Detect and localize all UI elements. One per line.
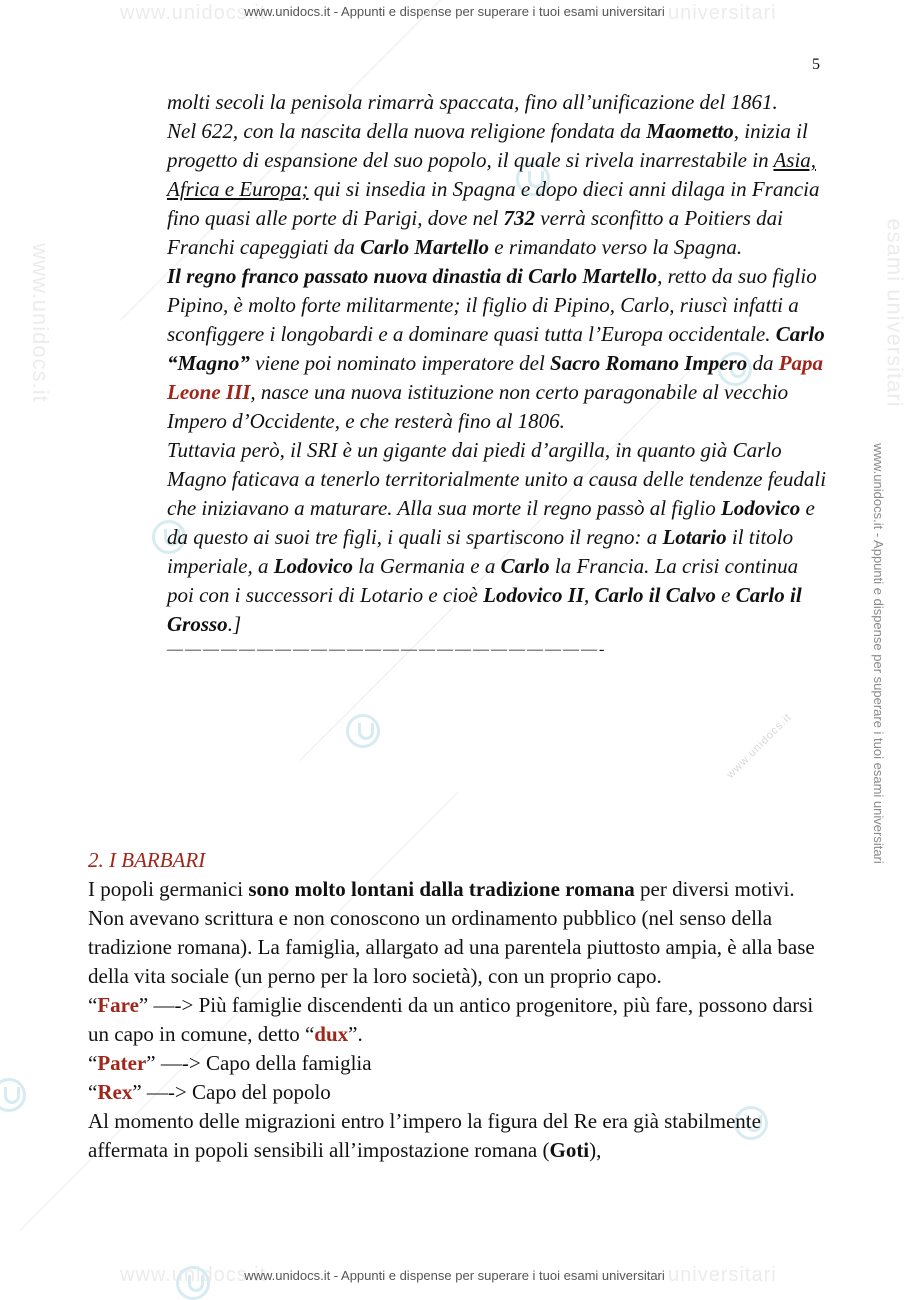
highlighted-term: Fare — [97, 993, 139, 1017]
text-run: Nel 622, con la nascita della nuova religione fondata da — [167, 119, 647, 143]
text-run: , — [584, 583, 595, 607]
text-run: “ — [88, 1051, 98, 1075]
bold-term: Carlo il Grosso — [167, 583, 802, 636]
text-run: e da questo ai suoi tre figli, i quali si spartiscono il regno: a — [167, 496, 815, 549]
bold-term: Sacro Romano Impero — [550, 351, 748, 375]
paragraph — [167, 436, 827, 639]
highlighted-term: Rex — [97, 1080, 133, 1104]
text-run: e — [715, 583, 736, 607]
paragraph — [88, 1078, 828, 1107]
watermark-faint-right-side: esami universitari — [882, 218, 908, 408]
watermark-right-side: www.unidocs.it - Appunti e dispense per superare i tuoi esami universitari — [870, 443, 886, 864]
text-run: da — [747, 351, 779, 375]
paragraph — [167, 262, 827, 436]
watermark-faint-left-side: www.unidocs.it — [27, 243, 53, 403]
text-run: il titolo imperiale, a — [167, 525, 794, 578]
text-run: la Germania e a — [353, 554, 501, 578]
text-run: ), — [589, 1138, 602, 1162]
italic-text-block — [167, 88, 827, 661]
text-run: la Francia. La crisi continua poi con i successori di Lotario e cioè — [167, 554, 799, 607]
text-run: per diversi motivi. Non avevano scrittura e non conoscono un ordinamento pubblico (nel senso della tradizione romana). La famiglia, allargato ad una parentela piuttosto ampia, è alla base della vita sociale (un perno per la loro società), con un proprio capo. — [88, 877, 815, 988]
watermark-faint-top-left: www.unidocs.it — [120, 2, 267, 24]
paragraph — [167, 88, 827, 117]
watermark-faint-bottom-right: universitari — [668, 1264, 777, 1286]
text-run: ” —-> Capo del popolo — [132, 1080, 331, 1104]
bold-term: Lotario — [662, 525, 727, 549]
watermark-logo-icon — [346, 714, 380, 748]
watermark-faint-top-right: universitari — [668, 2, 777, 24]
watermark-bottom-band: www.unidocs.it - Appunti e dispense per superare i tuoi esami universitari — [244, 1268, 665, 1283]
text-run: I popoli germanici — [88, 877, 249, 901]
paragraph — [88, 875, 828, 991]
text-run: qui si insedia in Spagna e dopo dieci anni dilaga in Francia fino quasi alle porte di Parigi, dove nel — [167, 177, 820, 230]
text-run: .] — [227, 612, 242, 636]
text-run: viene poi nominato imperatore del — [249, 351, 551, 375]
bold-term: Goti — [549, 1138, 590, 1162]
bold-term: Carlo “Magno” — [167, 322, 825, 375]
text-run: ” —-> Capo della famiglia — [146, 1051, 372, 1075]
bold-term: Il regno franco passato nuova dinastia di Carlo Martello — [167, 264, 658, 288]
bold-term: 732 — [503, 206, 536, 230]
highlighted-term: Pater — [97, 1051, 147, 1075]
text-run: , retto da suo figlio Pipino, è molto forte militarmente; il figlio di Pipino, Carlo, riuscì infatti a sconfiggere i longobardi e a dominare quasi tutta l’Europa occidentale. — [167, 264, 817, 346]
paragraph — [88, 991, 828, 1049]
bold-term: Lodovico II — [483, 583, 585, 607]
text-run: ” —-> Più famiglie discendenti da un antico progenitore, più fare, possono darsi un capo in comune, detto “ — [88, 993, 814, 1046]
watermark-faint-bottom-left: www.unidocs.it — [120, 1264, 267, 1286]
dash-separator: ————————————————————————- — [167, 641, 607, 658]
bold-term: Maometto — [646, 119, 734, 143]
text-run: e rimandato verso la Spagna. — [489, 235, 743, 259]
paragraph — [167, 117, 827, 262]
bold-term: Lodovico — [273, 554, 354, 578]
text-run: Tuttavia però, il SRI è un gigante dai piedi d’argilla, in quanto già Carlo Magno faticava a tenerlo territorialmente unito a causa delle tendenze feudali che iniziavano a maturare. Alla sua morte il regno passò al figlio — [167, 438, 827, 520]
paragraph — [88, 1049, 828, 1078]
highlighted-term: Papa Leone III — [167, 351, 824, 404]
bold-term: Carlo il Calvo — [594, 583, 716, 607]
bold-term: Carlo — [500, 554, 550, 578]
text-run: molti secoli la penisola rimarrà spaccata, fino all’unificazione del 1861. — [167, 90, 778, 114]
bold-term: Lodovico — [720, 496, 801, 520]
paragraph — [88, 1107, 828, 1165]
section-heading: 2. I BARBARI — [88, 848, 206, 872]
highlighted-term: dux — [314, 1022, 349, 1046]
text-run: “ — [88, 993, 98, 1017]
watermark-logo-icon — [176, 1266, 210, 1300]
text-run: ”. — [348, 1022, 363, 1046]
watermark-top-band: www.unidocs.it - Appunti e dispense per superare i tuoi esami universitari — [244, 4, 665, 19]
watermark-logo-icon — [0, 1078, 26, 1112]
text-run: , nasce una nuova istituzione non certo paragonabile al vecchio Impero d’Occidente, e che resterà fino al 1806. — [167, 380, 789, 433]
bold-term: sono molto lontani dalla tradizione romana — [248, 877, 635, 901]
text-run: , inizia il progetto di espansione del suo popolo, il quale si rivela inarrestabile in — [167, 119, 808, 172]
page-number: 5 — [812, 56, 820, 73]
text-run: “ — [88, 1080, 98, 1104]
text-run: verrà sconfitto a Poitiers dai Franchi capeggiati da — [167, 206, 783, 259]
bold-term: Carlo Martello — [360, 235, 489, 259]
watermark-diagonal-text: www.unidocs.it — [724, 711, 795, 781]
text-run: Al momento delle migrazioni entro l’impero la figura del Re era già stabilmente affermata in popoli sensibili all’impostazione romana ( — [88, 1109, 761, 1162]
underlined-term: Asia, Africa e Europa; — [167, 148, 817, 201]
section-barbari — [88, 846, 828, 1165]
